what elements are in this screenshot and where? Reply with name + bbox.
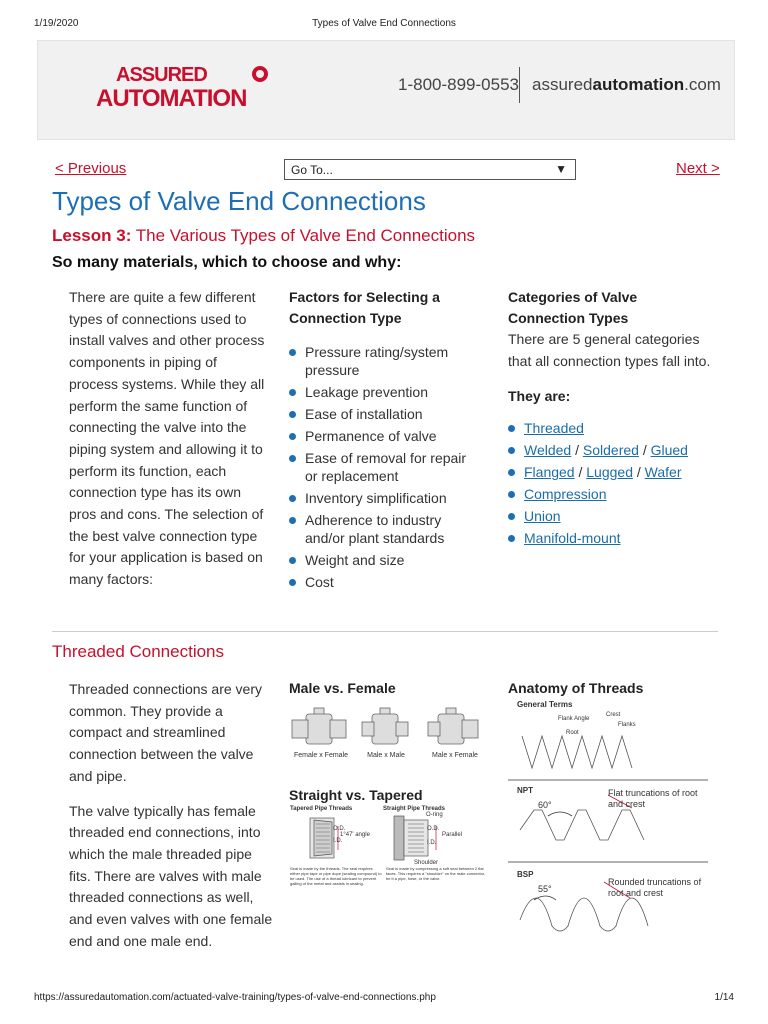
next-link[interactable]: Next > xyxy=(676,160,720,177)
id-label-2: I.D. xyxy=(427,840,437,846)
straight-label: Straight Pipe Threads xyxy=(383,806,446,812)
wafer-link[interactable]: Wafer xyxy=(644,464,682,481)
bsp-note: Rounded truncations of root and crest xyxy=(608,877,702,898)
they-are-label: They are: xyxy=(508,388,571,405)
npt-angle: 60° xyxy=(538,800,552,810)
straight-diagram xyxy=(394,816,436,860)
lugged-link[interactable]: Lugged xyxy=(586,464,633,481)
male-female-title: Male vs. Female xyxy=(289,680,396,696)
site-domain-post: .com xyxy=(684,75,721,94)
oring-label: O-ring xyxy=(426,812,443,818)
tapered-label: Tapered Pipe Threads xyxy=(290,806,353,812)
list-item: Weight and size xyxy=(289,551,479,569)
goto-select[interactable] xyxy=(284,159,576,180)
union-link[interactable]: Union xyxy=(524,508,561,525)
list-item xyxy=(508,507,718,525)
separator: / xyxy=(575,442,579,459)
valve-male-male xyxy=(362,708,408,744)
threaded-heading: Threaded Connections xyxy=(52,642,225,661)
od-label-1: O.D. xyxy=(333,826,346,832)
parallel-label: Parallel xyxy=(442,832,463,838)
categories-description: There are 5 general categories that all connection types fall into. xyxy=(508,331,711,369)
print-url: https://assuredautomation.com/actuated-valve-training/types-of-valve-end-connections.php xyxy=(34,992,436,1003)
previous-link[interactable]: < Previous xyxy=(55,160,127,177)
separator: / xyxy=(578,464,583,481)
caption-male-male: Male x Male xyxy=(367,752,405,759)
categories-heading: Categories of Valve Connection Types xyxy=(508,289,638,326)
glued-link[interactable]: Glued xyxy=(650,442,688,459)
site-domain-pre: assured xyxy=(532,75,593,94)
list-item xyxy=(508,419,718,437)
list-item: Ease of installation xyxy=(289,405,479,423)
section-subtitle: So many materials, which to choose and why: xyxy=(52,254,402,271)
print-header xyxy=(34,18,734,32)
list-item xyxy=(508,463,718,481)
threaded-text xyxy=(69,679,274,965)
logo-line-1: ASSURED xyxy=(116,64,207,86)
anatomy-title: Anatomy of Threads xyxy=(508,680,644,696)
categories-column xyxy=(508,287,718,551)
page-title: Types of Valve End Connections xyxy=(52,186,426,216)
shoulder-label: Shoulder xyxy=(414,860,439,866)
flanged-link[interactable]: Flanged xyxy=(524,464,575,481)
crest-label: Crest xyxy=(606,712,621,718)
threaded-paragraph-1: Threaded connections are very common. They provide a compact and streamlined connection between the valve and pipe. xyxy=(69,681,262,784)
threaded-paragraph-2: The valve typically has female threaded end connections, into which the male threaded pipe fits. There are valves with male threaded connections as well, and even valves with one female end and one male end. xyxy=(69,802,273,949)
brand-logo[interactable] xyxy=(96,65,276,117)
list-item: Inventory simplification xyxy=(289,489,479,507)
manifold-mount-link[interactable]: Manifold-mount xyxy=(524,530,621,547)
flank-angle-label: Flank Angle xyxy=(558,716,590,722)
od-label-2: O.D. xyxy=(427,826,440,832)
npt-label: NPT xyxy=(517,786,533,795)
list-item: Cost xyxy=(289,573,479,591)
caption-female-female: Female x Female xyxy=(293,752,349,759)
site-domain[interactable] xyxy=(532,75,721,95)
angle-label: 1°47' angle xyxy=(340,832,370,838)
npt-note: Flat truncations of root and crest xyxy=(608,788,698,809)
goto-select-value: Go To... xyxy=(291,163,333,177)
bsp-angle: 55° xyxy=(538,884,552,894)
factors-list xyxy=(289,343,479,591)
flanks-label: Flanks xyxy=(618,722,636,728)
tapered-note: Seal is made by the threads. The seal requires either pipe tape or pipe dope (sealing compound) to be used. The use of a thread lubricant to prevent galling of the metal and assists in sealing. xyxy=(290,866,382,886)
list-item: Leakage prevention xyxy=(289,383,479,401)
list-item xyxy=(508,529,718,547)
logo-line-2: AUTOMATION xyxy=(96,85,247,112)
compression-link[interactable]: Compression xyxy=(524,486,607,503)
categories-list xyxy=(508,419,718,547)
intro-paragraph: There are quite a few different types of connections used to install valves and other process components in piping of process systems. While they all perform the same function of connecting the valve into the piping system and allowing it to perform its function, each connection type has its own pros and cons. The selection of the best valve connection type for your application is based on many factors: xyxy=(69,289,265,588)
list-item: Permanence of valve xyxy=(289,427,479,445)
header-divider xyxy=(519,67,520,103)
separator: / xyxy=(642,442,647,459)
general-terms-label: General Terms xyxy=(517,700,573,709)
list-item: Pressure rating/system pressure xyxy=(289,343,479,379)
lesson-heading xyxy=(52,226,475,246)
general-thread xyxy=(522,736,632,768)
valve-female-female xyxy=(292,708,346,744)
factors-column xyxy=(289,287,479,595)
root-label: Root xyxy=(566,730,579,736)
lesson-number: Lesson 3: xyxy=(52,226,132,245)
thread-anatomy-diagram xyxy=(508,700,713,960)
list-item xyxy=(508,485,718,503)
section-divider xyxy=(52,631,718,632)
phone-number[interactable]: 1-800-899-0553 xyxy=(398,75,519,94)
factors-heading: Factors for Selecting a Connection Type xyxy=(289,289,440,326)
list-item xyxy=(508,441,718,459)
print-date: 1/19/2020 xyxy=(34,18,79,29)
caption-male-female: Male x Female xyxy=(432,752,478,759)
soldered-link[interactable]: Soldered xyxy=(582,442,639,459)
straight-tapered-figure xyxy=(288,814,488,864)
site-domain-bold: automation xyxy=(592,75,685,94)
separator: / xyxy=(636,464,641,481)
print-title: Types of Valve End Connections xyxy=(312,18,456,29)
straight-note: Seal is made by compressing a soft seal between 2 flat faces. This requires a "shoulder" on the male connector, be it a pipe, hose, or the valve. xyxy=(386,866,486,881)
straight-tapered-title: Straight vs. Tapered xyxy=(289,787,423,803)
welded-link[interactable]: Welded xyxy=(524,442,572,459)
gear-icon xyxy=(252,66,268,82)
id-label-1: I.D. xyxy=(333,838,343,844)
site-banner xyxy=(37,40,735,140)
lesson-text: The Various Types of Valve End Connections xyxy=(135,226,476,245)
valve-male-female xyxy=(428,708,478,744)
bsp-label: BSP xyxy=(517,870,534,879)
print-page-number: 1/14 xyxy=(714,992,734,1003)
list-item: Adherence to industry and/or plant standards xyxy=(289,511,479,547)
threaded-link[interactable]: Threaded xyxy=(524,420,584,437)
list-item: Ease of removal for repair or replacement xyxy=(289,449,479,485)
chevron-down-icon: ▼ xyxy=(555,162,567,176)
